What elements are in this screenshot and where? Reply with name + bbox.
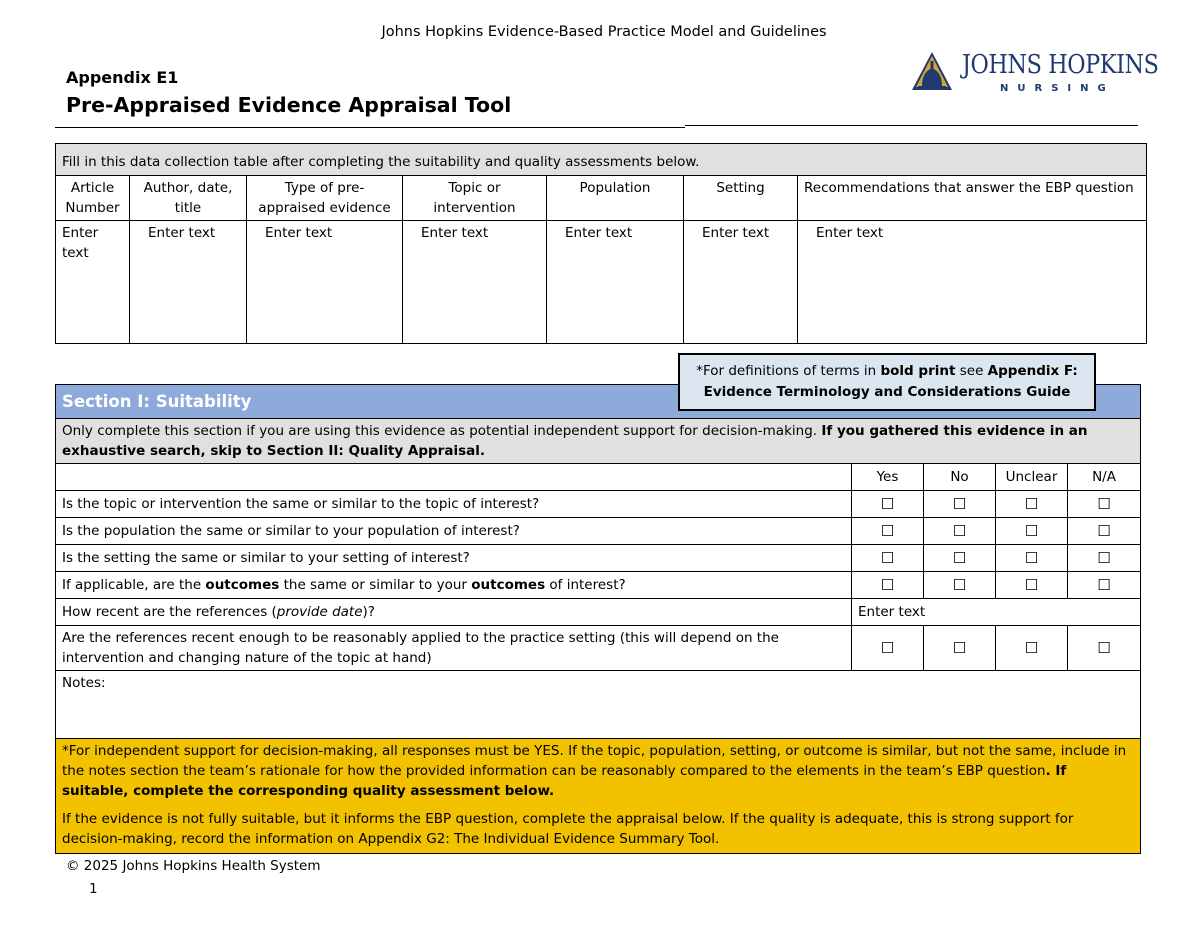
johns-hopkins-nursing-logo xyxy=(908,50,1159,98)
dome-crest-icon xyxy=(910,50,954,96)
checkbox-no[interactable]: ☐ xyxy=(924,518,996,545)
entry-recommendations[interactable]: Enter text xyxy=(798,221,1147,344)
checkbox-na[interactable]: ☐ xyxy=(1068,491,1141,518)
section-heading: Section I: Suitability xyxy=(56,385,1141,419)
copyright: © 2025 Johns Hopkins Health System xyxy=(66,858,321,874)
recent-q-a: How recent are the references ( xyxy=(62,604,277,620)
callout-middle: see xyxy=(955,363,988,379)
option-yes: Yes xyxy=(852,464,924,491)
suitability-section-table xyxy=(55,384,1141,854)
footnote-bold: . If suitable, complete the corresponding quality assessment below. xyxy=(62,763,1067,799)
checkbox-unclear[interactable]: ☐ xyxy=(996,572,1068,599)
title-rule-left xyxy=(55,127,685,128)
outcomes-q-c: the same or similar to your xyxy=(279,577,472,593)
option-no: No xyxy=(924,464,996,491)
section-intro xyxy=(56,419,1141,464)
question-text xyxy=(56,599,852,626)
checkbox-unclear[interactable]: ☐ xyxy=(996,518,1068,545)
title-rule-right xyxy=(685,125,1138,126)
question-row-population xyxy=(56,518,1141,545)
footnote-second-paragraph: If the evidence is not fully suitable, but it informs the EBP question, complete the appraisal below. If the quality is adequate, this is strong support for decision-making, record the information on Appendix G2: The Individual Evidence Summary Tool. xyxy=(62,811,1074,847)
recency-date-field[interactable]: Enter text xyxy=(852,599,1141,626)
data-collection-table xyxy=(55,143,1147,344)
options-header-blank xyxy=(56,464,852,491)
question-row-setting xyxy=(56,545,1141,572)
checkbox-na[interactable]: ☐ xyxy=(1068,572,1141,599)
option-na: N/A xyxy=(1068,464,1141,491)
checkbox-na[interactable]: ☐ xyxy=(1068,518,1141,545)
checkbox-yes[interactable]: ☐ xyxy=(852,545,924,572)
recent-q-italic: provide date xyxy=(276,604,363,620)
outcomes-q-d: outcomes xyxy=(471,577,546,593)
data-table-instruction: Fill in this data collection table after completing the suitability and quality assessments below. xyxy=(56,144,1147,176)
checkbox-unclear[interactable]: ☐ xyxy=(996,626,1068,671)
header-population: Population xyxy=(547,176,684,221)
notes-row xyxy=(56,671,1141,739)
options-header-row xyxy=(56,464,1141,491)
question-row-applicability xyxy=(56,626,1141,671)
question-text: Is the setting the same or similar to your setting of interest? xyxy=(56,545,852,572)
page-number: 1 xyxy=(89,881,98,897)
outcomes-q-b: outcomes xyxy=(205,577,280,593)
section-intro-skip: If you gathered this evidence in an exhaustive search, skip to Section II: Quality Appraisal. xyxy=(62,423,1088,459)
suitability-footnote xyxy=(56,739,1141,854)
appendix-label: Appendix E1 xyxy=(66,68,179,87)
entry-article-number[interactable]: Enter text xyxy=(56,221,130,344)
header-recommendations: Recommendations that answer the EBP question xyxy=(798,176,1147,221)
outcomes-q-e: of interest? xyxy=(545,577,626,593)
entry-setting[interactable]: Enter text xyxy=(684,221,798,344)
question-text: Are the references recent enough to be reasonably applied to the practice setting (this will depend on the intervention and changing nature of the topic at hand) xyxy=(56,626,852,671)
definitions-callout xyxy=(678,353,1096,411)
running-header: Johns Hopkins Evidence-Based Practice Model and Guidelines xyxy=(381,24,827,40)
header-topic: Topic or intervention xyxy=(403,176,547,221)
logo-subtitle: NURSING xyxy=(1000,83,1115,94)
checkbox-unclear[interactable]: ☐ xyxy=(996,491,1068,518)
question-row-outcomes xyxy=(56,572,1141,599)
checkbox-yes[interactable]: ☐ xyxy=(852,626,924,671)
checkbox-yes[interactable]: ☐ xyxy=(852,518,924,545)
appendix-f-link[interactable]: Appendix F: Evidence Terminology and Considerations Guide xyxy=(703,363,1078,400)
entry-topic[interactable]: Enter text xyxy=(403,221,547,344)
header-evidence-type: Type of pre-appraised evidence xyxy=(247,176,403,221)
header-setting: Setting xyxy=(684,176,798,221)
question-text: Is the topic or intervention the same or similar to the topic of interest? xyxy=(56,491,852,518)
entry-author-date-title[interactable]: Enter text xyxy=(130,221,247,344)
recent-q-b: )? xyxy=(362,604,375,620)
checkbox-na[interactable]: ☐ xyxy=(1068,626,1141,671)
question-text xyxy=(56,572,852,599)
outcomes-q-a: If applicable, are the xyxy=(62,577,206,593)
footnote-text: *For independent support for decision-making, all responses must be YES. If the topic, population, setting, or outcome is similar, but not the same, include in the notes section the team’s rationale for how the provided information can be reasonably compared to the elements in the team’s EBP question xyxy=(62,743,1127,779)
data-table-header-row xyxy=(56,176,1147,221)
header-author-date-title: Author, date, title xyxy=(130,176,247,221)
checkbox-unclear[interactable]: ☐ xyxy=(996,545,1068,572)
checkbox-no[interactable]: ☐ xyxy=(924,491,996,518)
question-row-topic xyxy=(56,491,1141,518)
checkbox-yes[interactable]: ☐ xyxy=(852,572,924,599)
document-title: Pre-Appraised Evidence Appraisal Tool xyxy=(66,93,512,117)
header-article-number: Article Number xyxy=(56,176,130,221)
checkbox-na[interactable]: ☐ xyxy=(1068,545,1141,572)
checkbox-no[interactable]: ☐ xyxy=(924,572,996,599)
callout-bold-print: bold print xyxy=(880,363,956,379)
logo-wordmark: JOHNS HOPKINS xyxy=(962,50,1159,80)
entry-evidence-type[interactable]: Enter text xyxy=(247,221,403,344)
checkbox-no[interactable]: ☐ xyxy=(924,545,996,572)
checkbox-yes[interactable]: ☐ xyxy=(852,491,924,518)
checkbox-no[interactable]: ☐ xyxy=(924,626,996,671)
question-row-recency xyxy=(56,599,1141,626)
option-unclear: Unclear xyxy=(996,464,1068,491)
callout-prefix: *For definitions of terms in xyxy=(696,363,881,379)
question-text: Is the population the same or similar to your population of interest? xyxy=(56,518,852,545)
section-intro-text: Only complete this section if you are using this evidence as potential independent support for decision-making. xyxy=(62,423,822,439)
data-table-entry-row xyxy=(56,221,1147,344)
notes-field[interactable]: Notes: xyxy=(56,671,1141,739)
entry-population[interactable]: Enter text xyxy=(547,221,684,344)
